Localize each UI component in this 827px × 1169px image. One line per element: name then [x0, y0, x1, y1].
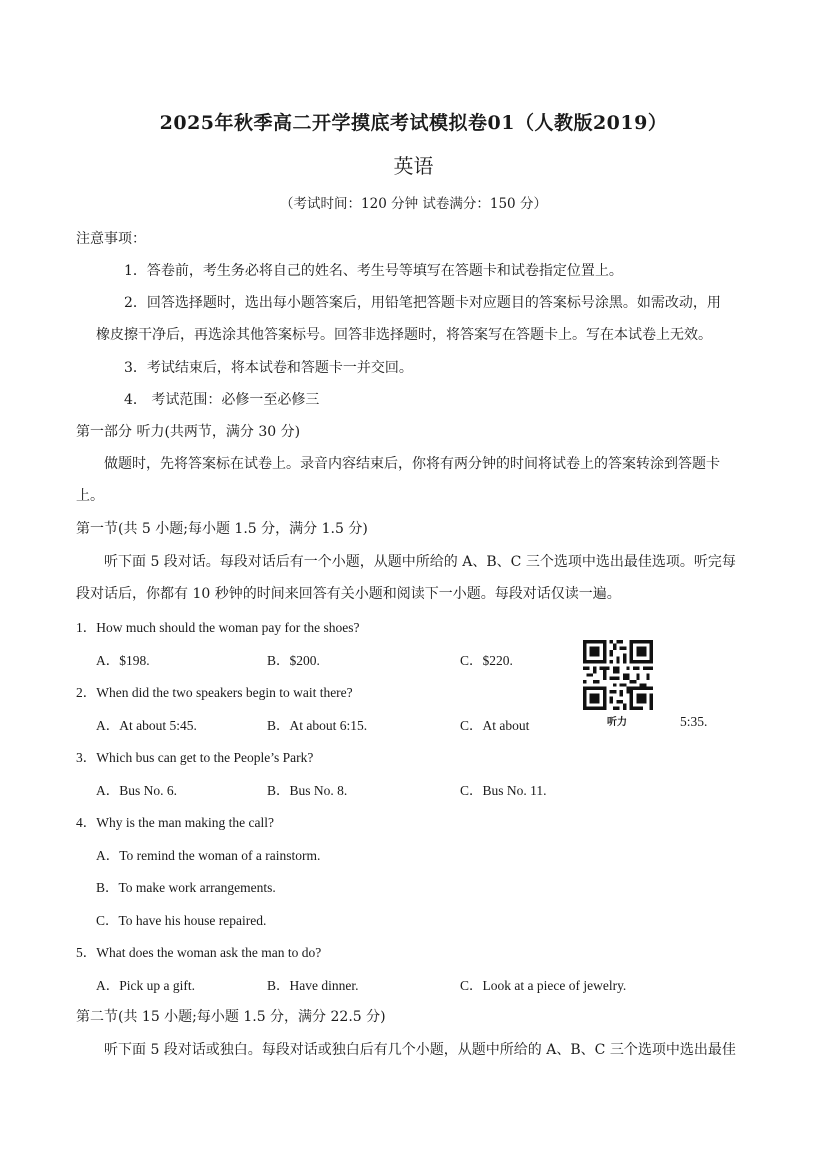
part1-heading: 第一部分 听力(共两节，满分 30 分) [76, 424, 301, 440]
exam-time-info: （考试时间：120 分钟 试卷满分：150 分） [280, 196, 547, 212]
section2-heading: 第二节(共 15 小题;每小题 1.5 分，满分 22.5 分) [76, 1009, 386, 1025]
listening-qr-code[interactable] [583, 640, 653, 710]
subject-heading: 英语 [393, 154, 434, 178]
q5-option-a: A．Pick up a gift. [96, 978, 195, 993]
q2-option-c-tail: 5:35. [680, 714, 708, 729]
q3-option-a: A．Bus No. 6. [96, 783, 178, 798]
q1-option-a: A．$198. [96, 653, 150, 668]
q3-option-c: C．Bus No. 11. [460, 783, 547, 798]
section1-intro: 听下面 5 段对话。每段对话后有一个小题，从题中所给的 A、B、C 三个选项中选出最佳选项。听完每 [104, 554, 736, 570]
note-item-4: 4． 考试范围：必修一至必修三 [124, 392, 320, 408]
q2-option-c: C．At about [460, 718, 530, 733]
question-5: 5．What does the woman ask the man to do? [76, 945, 322, 960]
section1-heading: 第一节(共 5 小题;每小题 1.5 分，满分 1.5 分) [76, 521, 368, 537]
part1-intro: 做题时，先将答案标在试卷上。录音内容结束后，你将有两分钟的时间将试卷上的答案转涂到答题卡 [104, 456, 720, 472]
question-3: 3．Which bus can get to the People’s Park? [76, 750, 314, 765]
q1-option-b: B．$200. [267, 653, 320, 668]
notes-heading: 注意事项： [76, 231, 146, 247]
qr-label: 听力 [607, 717, 627, 728]
q5-option-c: C．Look at a piece of jewelry. [460, 978, 627, 993]
q2-option-a: A．At about 5:45. [96, 718, 197, 733]
q2-option-b: B．At about 6:15. [267, 718, 368, 733]
q4-option-a: A．To remind the woman of a rainstorm. [96, 848, 321, 863]
question-4: 4．Why is the man making the call? [76, 815, 274, 830]
question-2: 2．When did the two speakers begin to wait there? [76, 685, 353, 700]
q4-option-c: C．To have his house repaired. [96, 913, 267, 928]
q1-option-c: C．$220. [460, 653, 513, 668]
section1-intro-cont: 段对话后，你都有 10 秒钟的时间来回答有关小题和阅读下一小题。每段对话仅读一遍。 [76, 586, 621, 602]
note-item-3: 3．考试结束后，将本试卷和答题卡一并交回。 [124, 360, 413, 376]
section2-intro: 听下面 5 段对话或独白。每段对话或独白后有几个小题，从题中所给的 A、B、C 三个选项中选出最佳 [104, 1042, 736, 1058]
q3-option-b: B．Bus No. 8. [267, 783, 348, 798]
exam-title: 2025年秋季高二开学摸底考试模拟卷01（人教版2019） [159, 112, 668, 134]
note-item-2: 2．回答选择题时，选出每小题答案后，用铅笔把答题卡对应题目的答案标号涂黑。如需改动，用 [124, 295, 721, 311]
question-1: 1．How much should the woman pay for the shoes? [76, 620, 360, 635]
note-item-2-cont: 橡皮擦干净后，再选涂其他答案标号。回答非选择题时，将答案写在答题卡上。写在本试卷上无效。 [96, 327, 712, 343]
q4-option-b: B．To make work arrangements. [96, 880, 276, 895]
note-item-1: 1．答卷前，考生务必将自己的姓名、考生号等填写在答题卡和试卷指定位置上。 [124, 263, 623, 279]
qr-code-icon [583, 640, 653, 710]
part1-intro-cont: 上。 [76, 488, 104, 504]
q5-option-b: B．Have dinner. [267, 978, 359, 993]
